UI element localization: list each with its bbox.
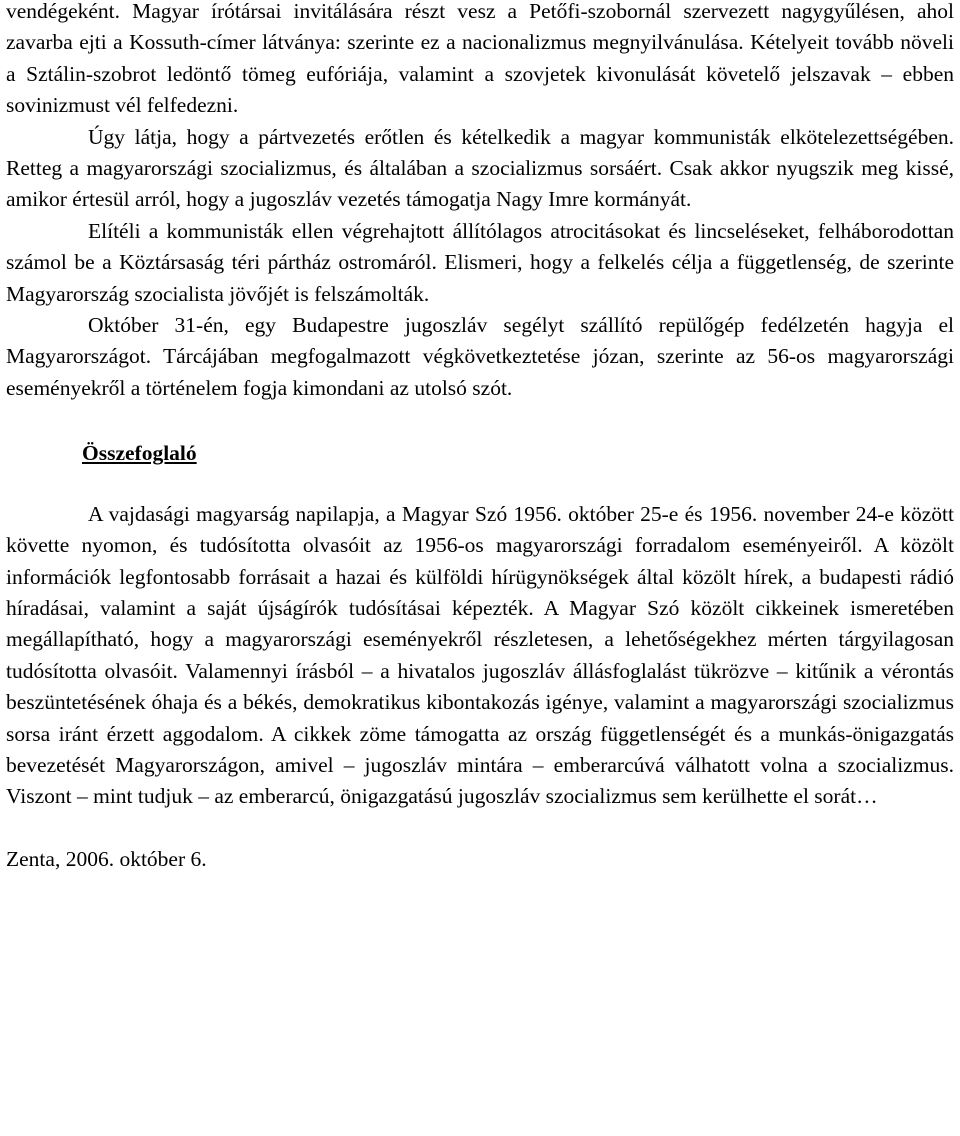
summary-paragraph: A vajdasági magyarság napilapja, a Magyar Szó 1956. október 25-e és 1956. november 24-e között követte nyomon, és tudósította olvasóit az 1956-os magyarországi forradalom eseményeiről. A közölt információk legfontosabb forrásait a hazai és külföldi hírügynökségek által közölt hírek, a budapesti rádió híradásai, valamint a saját újságírók tudósításai képezték. A Magyar Szó közölt cikkeinek ismeretében megállapítható, hogy a magyarországi eseményekről részletesen, a lehetőségekhez mérten tárgyilagosan tudósította olvasóit. Valamennyi írásból – a hivatalos jugoszláv állásfoglalást tükrözve – kitűnik a vérontás beszüntetésének óhaja és a békés, demokratikus kibontakozás igénye, valamint a magyarországi szocializmus sorsa iránt érzett aggodalom. A cikkek zöme támogatta az ország függetlenségét és a munkás-önigazgatás bevezetését Magyarországon, amivel – jugoszláv mintára – emberarcúvá válhatott volna a szocializmus. Viszont – mint tudjuk – az emberarcú, önigazgatású jugoszláv szocializmus sem kerülhette el sorát… xyxy=(6,501,954,809)
body-paragraph-3: Elítéli a kommunisták ellen végrehajtott állítólagos atrocitásokat és lincseléseket, felháborodottan számol be a Köztársaság téri pártház ostromáról. Elismeri, hogy a felkelés célja a függetlenség, de szerinte Magyarország szocialista jövőjét is felszámolták. xyxy=(6,218,954,306)
document-page xyxy=(6,0,954,875)
section-heading: Összefoglaló xyxy=(82,441,197,466)
body-paragraph-1: vendégeként. Magyar írótársai invitálására részt vesz a Petőfi-szobornál szervezett nagygyűlésen, ahol zavarba ejti a Kossuth-címer látványa: szerinte ez a nacionalizmus megnyilvánulása. Kételyeit tovább növeli a Sztálin-szobrot ledöntő tömeg eufóriája, valamint a szovjetek kivonulását követelő jelszavak – ebben sovinizmust vél felfedezni. xyxy=(6,0,954,118)
body-paragraph-2: Úgy látja, hogy a pártvezetés erőtlen és kételkedik a magyar kommunisták elkötelezettségében. Retteg a magyarországi szocializmus, és általában a szocializmus sorsáért. Csak akkor nyugszik meg kissé, amikor értesül arról, hogy a jugoszláv vezetés támogatja Nagy Imre kormányát. xyxy=(6,124,954,212)
place-date-signature: Zenta, 2006. október 6. xyxy=(6,846,207,871)
signature-spacer xyxy=(6,813,954,844)
body-paragraph-4: Október 31-én, egy Budapestre jugoszláv segélyt szállító repülőgép fedélzetén hagyja el Magyarországot. Tárcájában megfogalmazott végkövetkeztetése józan, szerinte az 56-os magyarországi eseményekről a történelem fogja kimondani az utolsó szót. xyxy=(6,313,954,400)
